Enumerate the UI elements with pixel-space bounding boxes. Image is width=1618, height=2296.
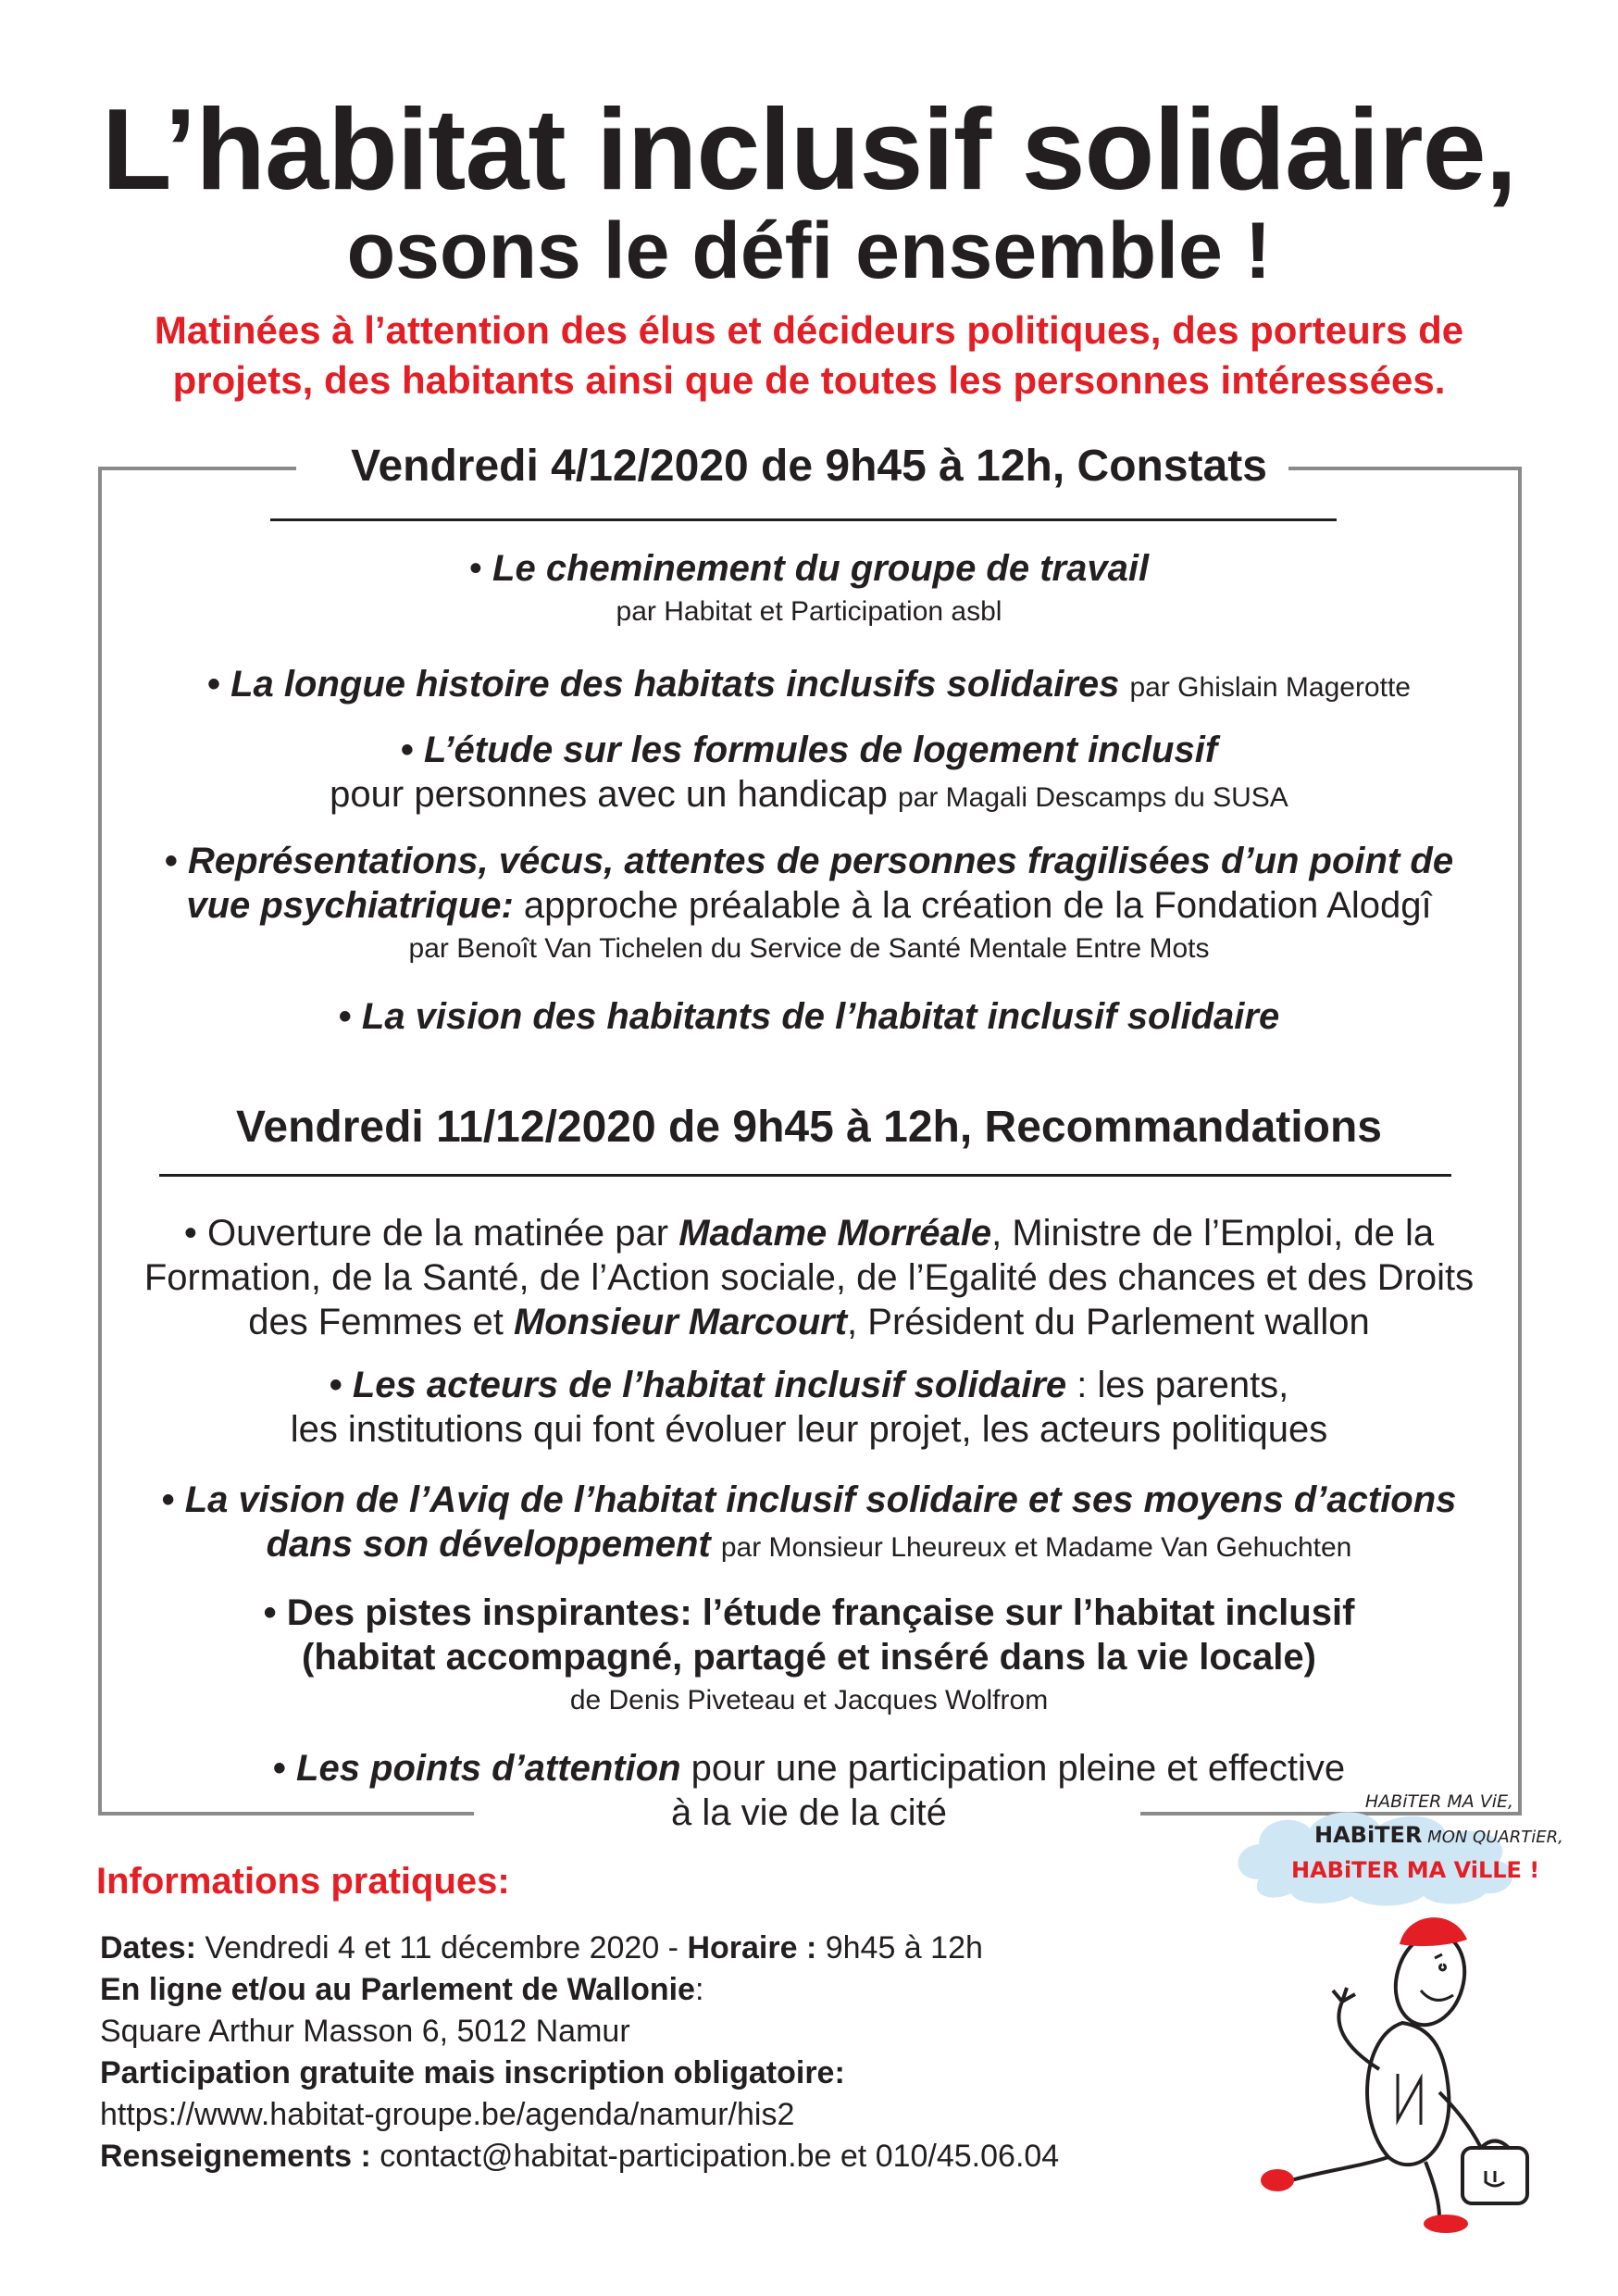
habiter-mascot-illustration <box>1203 1759 1574 2240</box>
logo-line-2: HABiTER MON QUARTiER, <box>1314 1822 1563 1848</box>
info-place: En ligne et/ou au Parlement de Wallonie: <box>100 1972 704 2007</box>
session2-item-3: • Des pistes inspirantes: l’étude française sur l’habitat inclusif (habitat accompagné, partagé et inséré dans la vie locale) de Denis Piveteau et Jacques Wolfrom <box>263 1592 1355 1716</box>
session1-item-1: • Le cheminement du groupe de travail par Habitat et Participation asbl <box>468 548 1150 627</box>
info-contact: Renseignements : contact@habitat-participation.be et 010/45.06.04 <box>100 2139 1060 2174</box>
main-title: L’habitat inclusif solidaire, <box>101 86 1517 214</box>
session1-item-3: • L’étude sur les formules de logement inclusif pour personnes avec un handicap par Magali Descamps du SUSA <box>330 730 1288 815</box>
logo-line-3: HABiTER MA ViLLE ! <box>1291 1857 1540 1883</box>
session2-item-2: • La vision de l’Aviq de l’habitat inclusif solidaire et ses moyens d’actions dans son développement par Monsieur Lheureux et Madame Van Gehuchten <box>161 1479 1457 1565</box>
logo-line-1: HABiTER MA ViE, <box>1364 1791 1514 1812</box>
session1-item-2: • La longue histoire des habitats inclusifs solidaires par Ghislain Magerotte <box>207 664 1411 705</box>
info-participation: Participation gratuite mais inscription obligatoire: <box>100 2055 845 2090</box>
session2-divider <box>159 1174 1451 1177</box>
intro-text: Matinées à l’attention des élus et décideurs politiques, des porteurs de projets, des habitants ainsi que de toutes les personnes intéressées. <box>154 308 1464 402</box>
session1-item-4: • Représentations, vécus, attentes de personnes fragilisées d’un point de vue psychiatrique: approche préalable à la création de la Fondation Alodgî par Benoît Van Tichelen du Service de Santé Mentale Entre Mots <box>164 841 1454 964</box>
session2-item-4: • Les points d’attention pour une participation pleine et effective à la vie de la cité <box>272 1748 1346 1833</box>
info-dates: Dates: Vendredi 4 et 11 décembre 2020 - Horaire : 9h45 à 12h <box>100 1930 983 1965</box>
session1-item-5: • La vision des habitants de l’habitat inclusif solidaire <box>338 996 1280 1037</box>
info-block <box>100 1928 1059 2177</box>
subtitle: osons le défi ensemble ! <box>346 206 1272 295</box>
info-title: Informations pratiques: <box>96 1861 510 1902</box>
info-address: Square Arthur Masson 6, 5012 Namur <box>100 2014 630 2049</box>
info-url[interactable]: https://www.habitat-groupe.be/agenda/namur/his2 <box>100 2097 795 2132</box>
session1-title: Vendredi 4/12/2020 de 9h45 à 12h, Constats <box>351 442 1267 491</box>
session2-item-1: • Les acteurs de l’habitat inclusif solidaire : les parents, les institutions qui font évoluer leur projet, les acteurs politiques <box>290 1365 1328 1450</box>
session2-opening: • Ouverture de la matinée par Madame Morréale, Ministre de l’Emploi, de la Formation, de la Santé, de l’Action sociale, de l’Egalité des chances et des Droits des Femmes et Monsieur Marcourt, Président du Parlement wallon <box>143 1213 1475 1342</box>
session2-title: Vendredi 11/12/2020 de 9h45 à 12h, Recommandations <box>236 1103 1382 1152</box>
session1-divider <box>270 518 1337 521</box>
